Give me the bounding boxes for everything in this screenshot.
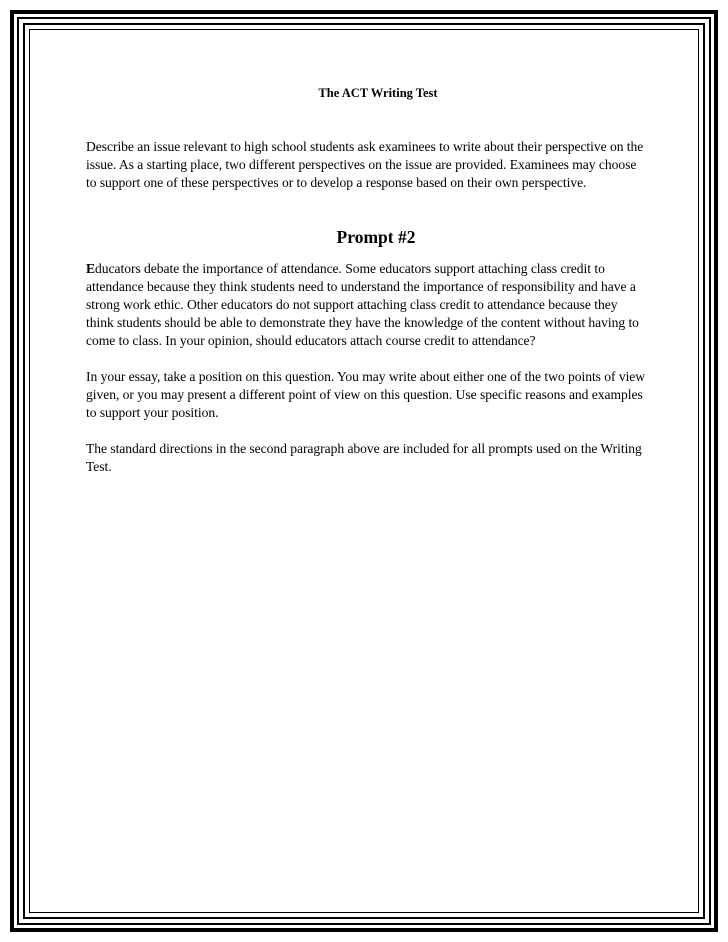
prompt-text: ducators debate the importance of attendance. Some educators support attaching class credit to attendance because they think students need to understand the importance of responsibility and have a strong work ethic. Other educators do not support attaching class credit to attendance because they think students should be able to demonstrate they have the knowledge of the content without having to come to class. In your opinion, should educators attach course credit to attendance?	[86, 261, 639, 348]
document-title: The ACT Writing Test	[318, 86, 438, 100]
directions-paragraph: In your essay, take a position on this question. You may write about either one of the two points of view given, or you may present a different point of view on this question. Use specific reasons and examples to support your position.	[86, 369, 646, 420]
prompt-heading: Prompt #2	[336, 227, 416, 247]
intro-paragraph: Describe an issue relevant to high school students ask examinees to write about their perspective on the issue. As a starting place, two different perspectives on the issue are provided. Examinees may choose to support one of these perspectives or to develop a response based on their own perspective.	[86, 139, 644, 190]
note-paragraph: The standard directions in the second paragraph above are included for all prompts used on the Writing Test.	[86, 441, 642, 474]
prompt-paragraph	[86, 260, 646, 350]
document-body	[86, 84, 646, 476]
prompt-first-letter: E	[86, 261, 96, 276]
